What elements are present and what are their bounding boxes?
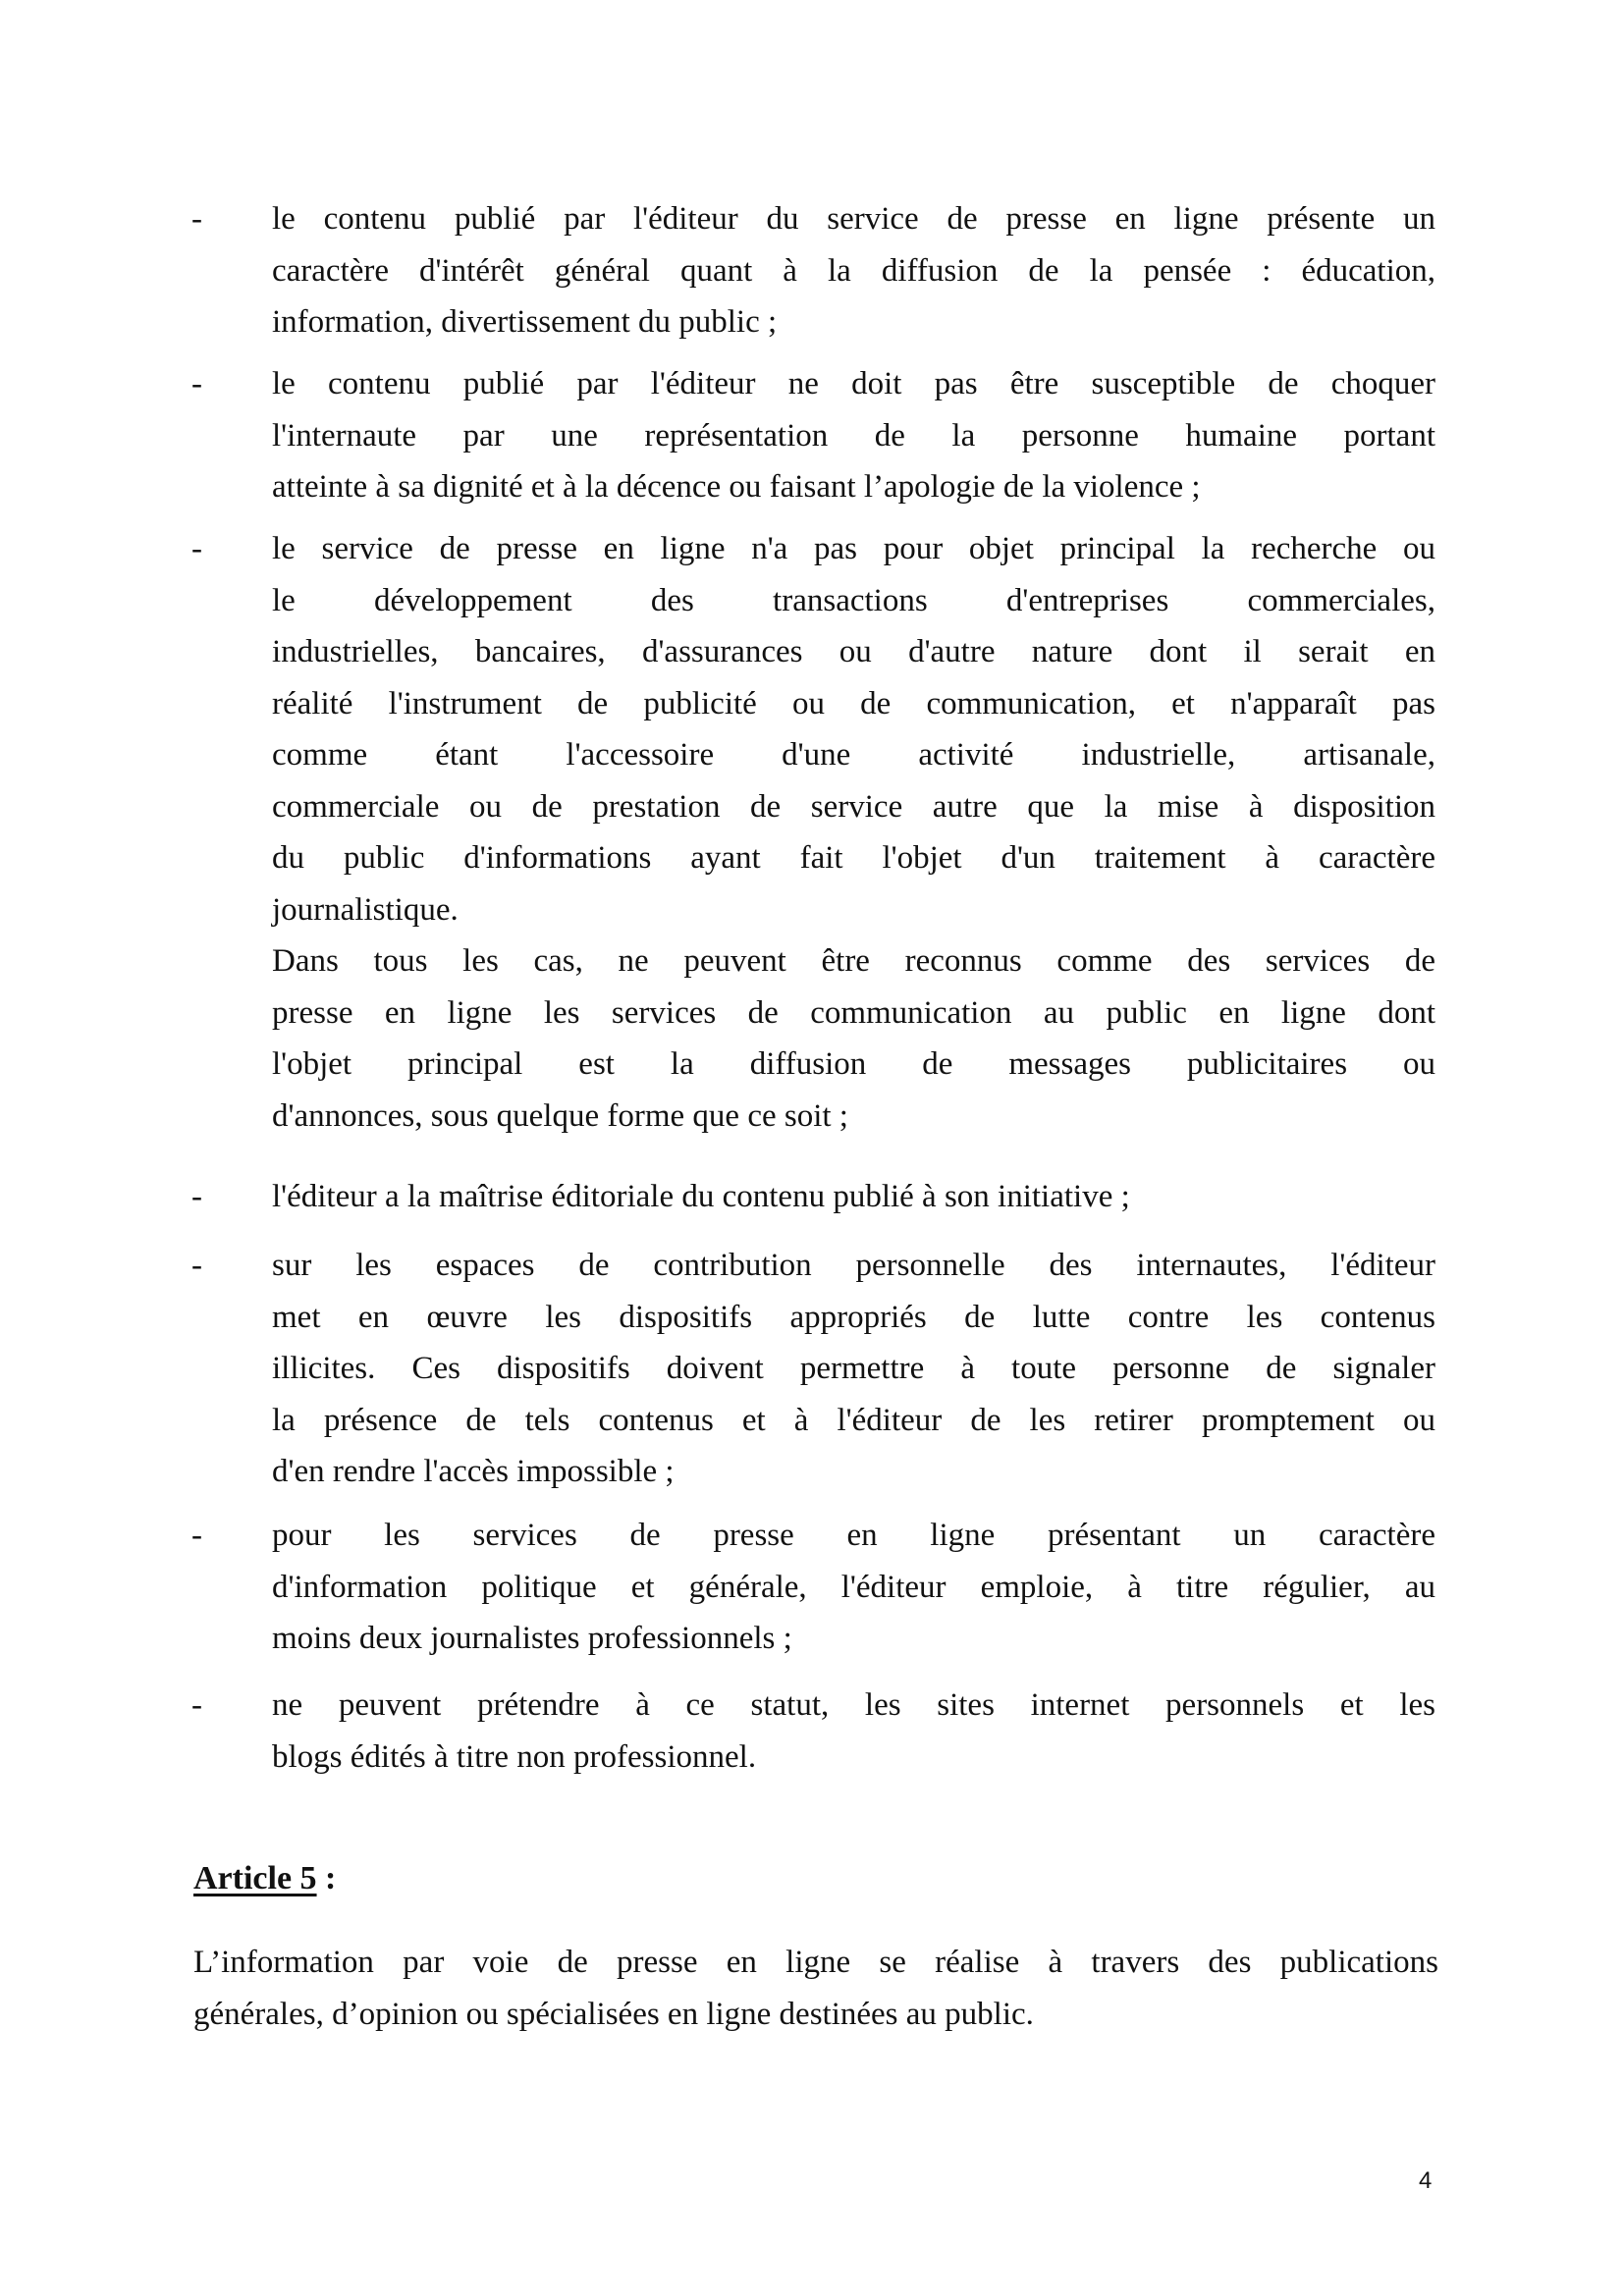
list-item-text [272,358,1435,513]
bullet-dash: - [191,1179,202,1214]
bullet-dash: - [191,1687,202,1723]
text-line: atteinte à sa dignité et à la décence ou faisant l’apologie de la violence ; [272,469,1201,505]
article-heading [193,1853,336,1904]
bullet-dash: - [191,1248,202,1283]
text-line: d'information politique et générale, l'éditeur emploie, à titre régulier, au [272,1569,1435,1605]
text-line: blogs édités à titre non professionnel. [272,1738,757,1775]
bullet-dash: - [191,531,202,566]
text-line: journalistique. [272,891,459,928]
text-line: la présence de tels contenus et à l'éditeur de les retirer promptement ou [272,1402,1435,1438]
text-line: le contenu publié par l'éditeur du service de presse en ligne présente un [272,201,1435,237]
text-line: caractère d'intérêt général quant à la diffusion de la pensée : éducation, [272,252,1435,289]
text-line: pour les services de presse en ligne présentant un caractère [272,1518,1435,1553]
text-line: l'internaute par une représentation de la personne humaine portant [272,417,1435,454]
list-item-text [272,193,1435,348]
text-line: commerciale ou de prestation de service autre que la mise à disposition [272,788,1435,825]
text-line: presse en ligne les services de communication au public en ligne dont [272,994,1435,1031]
bullet-dash: - [191,1518,202,1553]
article-paragraph [193,1937,1438,2040]
text-line: information, divertissement du public ; [272,304,778,340]
list-item-text [272,523,1435,1142]
text-line: L’information par voie de presse en ligne se réalise à travers des publications [193,1945,1438,1980]
text-line: ne peuvent prétendre à ce statut, les sites internet personnels et les [272,1687,1435,1723]
list-item-text [272,1680,1435,1783]
list-item-text [272,1240,1435,1498]
text-line: sur les espaces de contribution personnelle des internautes, l'éditeur [272,1248,1435,1283]
text-line: le développement des transactions d'entreprises commerciales, [272,582,1435,618]
text-line: du public d'informations ayant fait l'objet d'un traitement à caractère [272,840,1435,876]
page-number: 4 [1419,2167,1433,2194]
text-line: le contenu publié par l'éditeur ne doit pas être susceptible de choquer [272,366,1435,401]
list-item-text [272,1171,1435,1223]
text-line: le service de presse en ligne n'a pas pour objet principal la recherche ou [272,531,1435,566]
text-line: générales, d’opinion ou spécialisées en ligne destinées au public. [193,1996,1034,2032]
text-line: Dans tous les cas, ne peuvent être reconnus comme des services de [272,943,1435,979]
text-line: l'objet principal est la diffusion de messages publicitaires ou [272,1046,1435,1082]
article-heading-title: Article 5 [193,1860,317,1896]
text-line: d'en rendre l'accès impossible ; [272,1454,675,1489]
text-line: comme étant l'accessoire d'une activité industrielle, artisanale, [272,737,1435,773]
text-line: l'éditeur a la maîtrise éditoriale du contenu publié à son initiative ; [272,1179,1130,1214]
bullet-dash: - [191,366,202,401]
text-line: industrielles, bancaires, d'assurances ou d'autre nature dont il serait en [272,634,1435,669]
text-line: d'annonces, sous quelque forme que ce soit ; [272,1097,848,1134]
text-line: moins deux journalistes professionnels ; [272,1621,792,1656]
list-item-text [272,1510,1435,1665]
article-heading-colon: : [316,1860,337,1896]
text-line: réalité l'instrument de publicité ou de communication, et n'apparaît pas [272,685,1435,721]
text-line: met en œuvre les dispositifs appropriés de lutte contre les contenus [272,1299,1435,1335]
text-line: illicites. Ces dispositifs doivent permettre à toute personne de signaler [272,1351,1435,1386]
bullet-dash: - [191,201,202,237]
